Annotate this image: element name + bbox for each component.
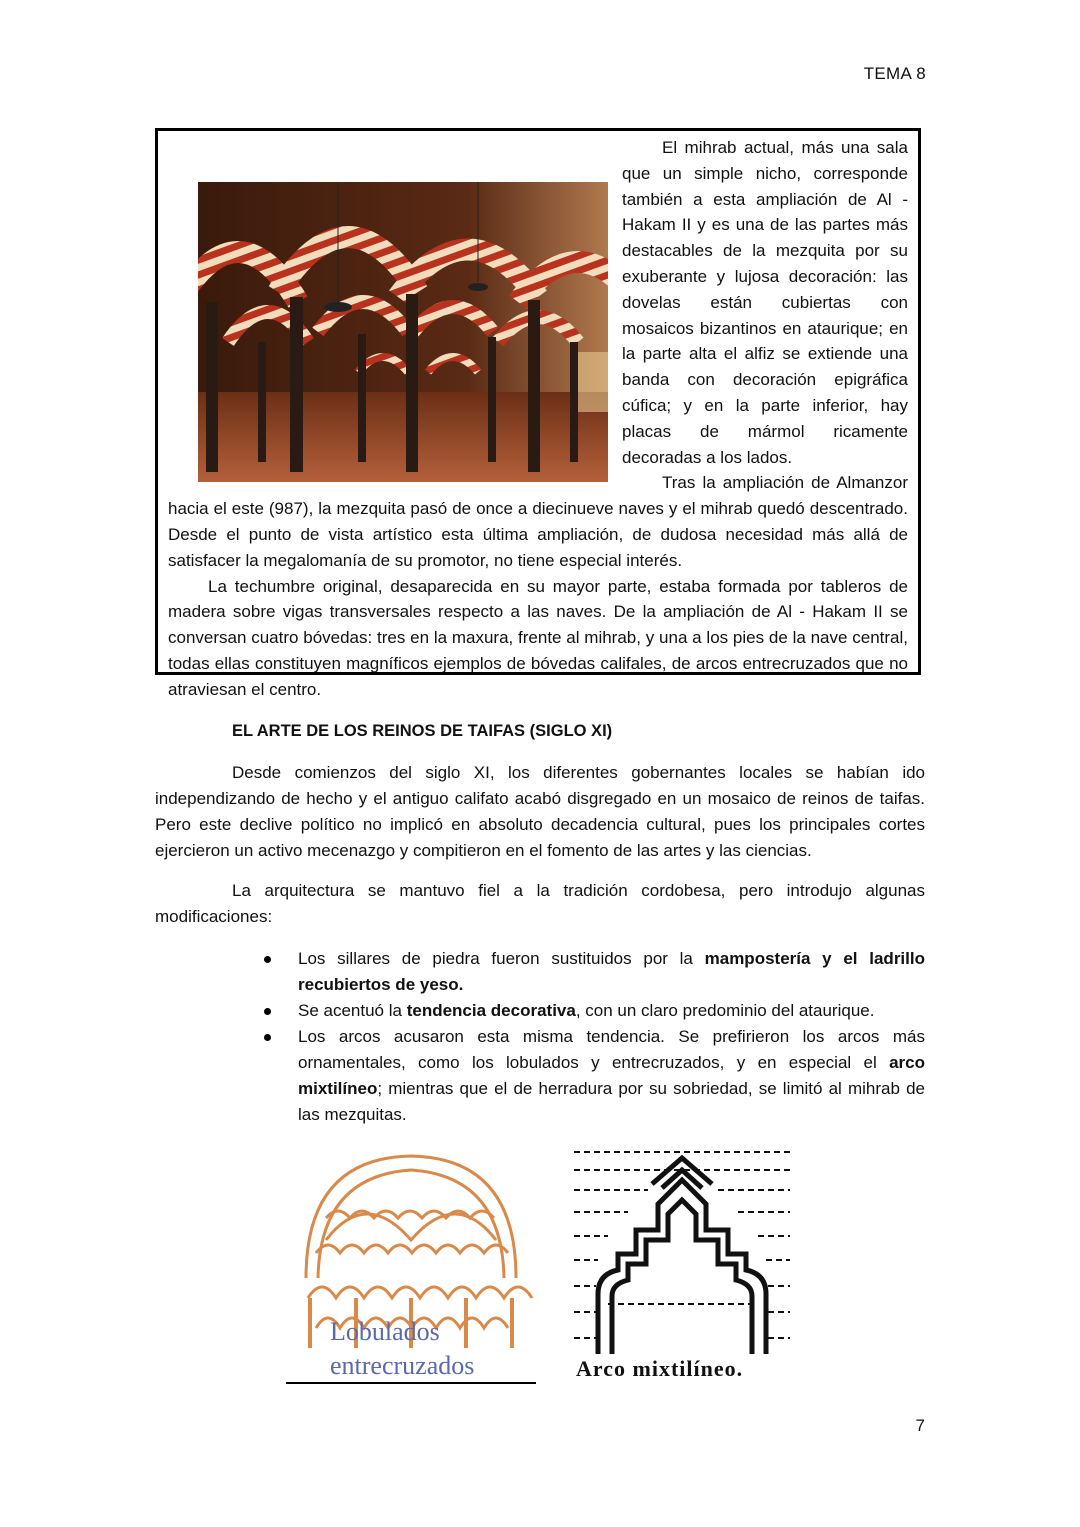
- features-list: [258, 946, 925, 1128]
- list-item: Se acentuó la tendencia decorativa, con un claro predominio del ataurique.: [258, 998, 925, 1024]
- figure-caption-lobed-line2: entrecruzados: [330, 1351, 475, 1380]
- bullet-icon: [264, 956, 271, 963]
- page-number: 7: [915, 1416, 925, 1435]
- bullet-icon: [264, 1034, 271, 1041]
- mosque-interior-photo: [158, 182, 608, 482]
- page-header: TEMA 8: [863, 64, 926, 83]
- text-box: [155, 128, 921, 699]
- figure-caption-lobed-line1: Lobulados: [330, 1317, 440, 1346]
- section-title: EL ARTE DE LOS REINOS DE TAIFAS (SIGLO XI): [232, 722, 613, 740]
- figure-caption-mixtilinear: Arco mixtilíneo.: [576, 1356, 744, 1381]
- box-paragraph-2: Tras la ampliación de Almanzor hacia el este (987), la mezquita pasó de once a diecinueve naves y el mihrab quedó descentrado. Desde el punto de vista artístico esta última ampliación, de dudosa necesidad más allá de satisfacer la megalomanía de su promotor, no tiene especial interés.: [168, 473, 908, 570]
- bullet-icon: [264, 1008, 271, 1015]
- box-paragraph-3: La techumbre original, desaparecida en su mayor parte, estaba formada por tableros de madera sobre vigas transversales respecto a las naves. De la ampliación de Al - Hakam II se conversan cuatro bóvedas: tres en la maxura, frente al mihrab, y una a los pies de la nave central, todas ellas constituyen magníficos ejemplos de bóvedas califales, de arcos entrecruzados que no atraviesan el centro.: [168, 576, 908, 699]
- mixtilinear-arch-drawing: [568, 1144, 796, 1384]
- list-item: Los arcos acusaron esta misma tendencia. Se prefirieron los arcos más ornamentales, como los lobulados y entrecruzados, y en especial el arco mixtilíneo; mientras que el de herradura por su sobriedad, se limitó al mihrab de las mezquitas.: [258, 1024, 925, 1128]
- section-paragraph-2: La arquitectura se mantuvo fiel a la tradición cordobesa, pero introdujo algunas modificaciones:: [155, 881, 925, 926]
- section-paragraph-1: Desde comienzos del siglo XI, los diferentes gobernantes locales se habían ido independizando de hecho y el antiguo califato acabó disgregado en un mosaico de reinos de taifas. Pero este declive político no implicó en absoluto decadencia cultural, pues los principales cortes ejercieron un activo mecenazgo y compitieron en el fomento de las artes y las ciencias.: [155, 763, 925, 860]
- box-paragraph-1: El mihrab actual, más una sala que un simple nicho, corresponde también a esta ampliación de Al - Hakam II y es una de las partes más destacables de la mezquita por su exuberante y lujosa decoración: las dovelas están cubiertas con mosaicos bizantinos en ataurique; en la parte alta el alfiz se extiende una banda con decoración epigráfica cúfica; y en la parte inferior, hay placas de mármol ricamente decoradas a los lados.: [168, 135, 908, 470]
- caption-underline: [286, 1382, 536, 1384]
- list-item: Los sillares de piedra fueron sustituidos por la mampostería y el ladrillo recubiertos de yeso.: [258, 946, 925, 998]
- lobed-arches-drawing: [286, 1148, 536, 1384]
